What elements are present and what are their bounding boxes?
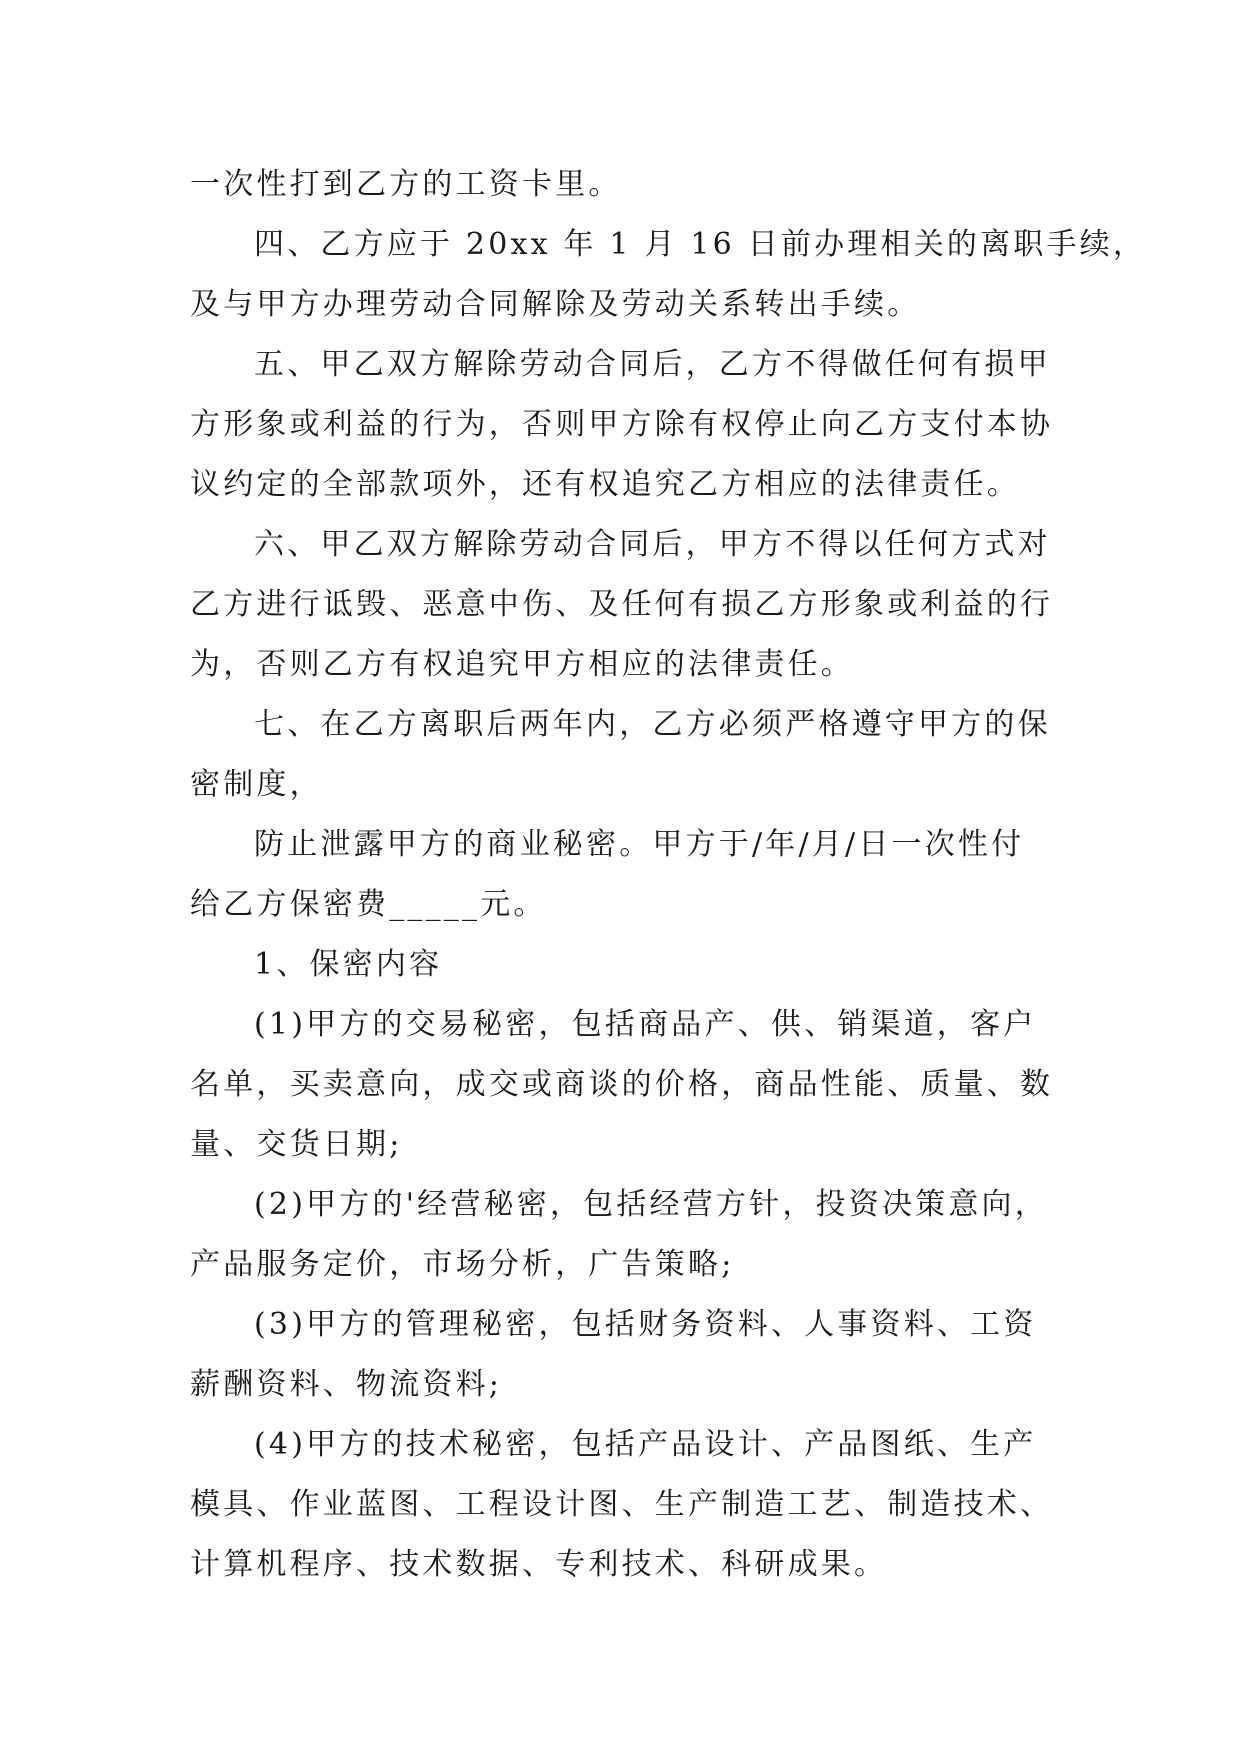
text-line: 六、甲乙双方解除劳动合同后，甲方不得以任何方式对 — [254, 527, 1051, 562]
text-line: 七、在乙方离职后两年内，乙方必须严格遵守甲方的保 — [254, 707, 1051, 742]
text-line: 及与甲方办理劳动合同解除及劳动关系转出手续。 — [190, 287, 921, 322]
section-heading: 1、保密内容 — [254, 947, 443, 982]
text-line: (3)甲方的管理秘密，包括财务资料、人事资料、工资 — [254, 1307, 1037, 1342]
text-line: 计算机程序、技术数据、专利技术、科研成果。 — [190, 1547, 888, 1582]
text-line: 乙方进行诋毁、恶意中伤、及任何有损乙方形象或利益的行 — [190, 587, 1054, 622]
text-line: 产品服务定价，市场分析，广告策略; — [190, 1247, 735, 1282]
text-line: 名单，买卖意向，成交或商谈的价格，商品性能、质量、数 — [190, 1067, 1054, 1102]
text-line: 议约定的全部款项外，还有权追究乙方相应的法律责任。 — [190, 467, 1020, 502]
text-line: 薪酬资料、物流资料; — [190, 1367, 503, 1402]
text-line: 防止泄露甲方的商业秘密。甲方于/年/月/日一次性付 — [254, 827, 1025, 862]
document-body — [190, 155, 1147, 1595]
text-line: 为，否则乙方有权追究甲方相应的法律责任。 — [190, 647, 854, 682]
text-line: 给乙方保密费_____元。 — [190, 887, 547, 922]
text-line: (1)甲方的交易秘密，包括商品产、供、销渠道，客户 — [254, 1007, 1037, 1042]
text-line: 一次性打到乙方的工资卡里。 — [190, 167, 622, 202]
text-line: (2)甲方的'经营秘密，包括经营方针，投资决策意向， — [254, 1187, 1048, 1222]
text-line: 量、交货日期; — [190, 1127, 403, 1162]
text-line: 四、乙方应于 20xx 年 1 月 16 日前办理相关的离职手续， — [254, 227, 1147, 262]
text-line: (4)甲方的技术秘密，包括产品设计、产品图纸、生产 — [254, 1427, 1037, 1462]
text-line: 模具、作业蓝图、工程设计图、生产制造工艺、制造技术、 — [190, 1487, 1054, 1522]
text-line: 方形象或利益的行为，否则甲方除有权停止向乙方支付本协 — [190, 407, 1054, 442]
text-line: 密制度， — [190, 767, 323, 802]
text-line: 五、甲乙双方解除劳动合同后，乙方不得做任何有损甲 — [254, 347, 1051, 382]
